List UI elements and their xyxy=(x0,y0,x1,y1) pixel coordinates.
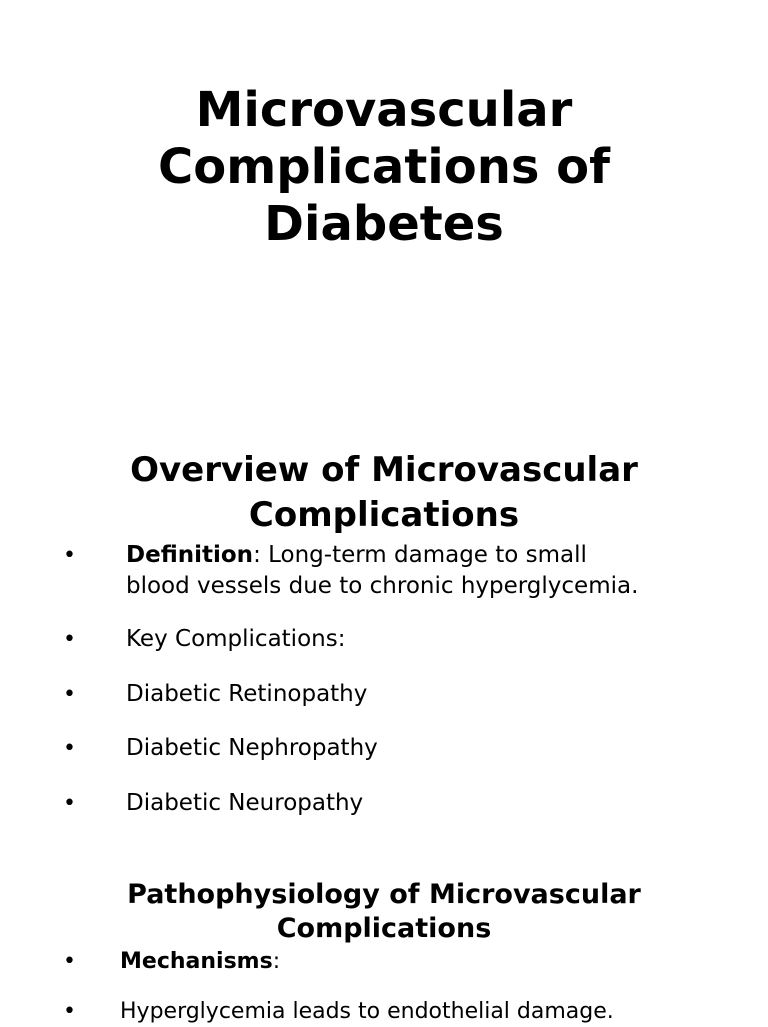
bullet-icon: • xyxy=(63,627,76,652)
mechanisms-term: Mechanisms xyxy=(120,949,273,974)
pathophysiology-heading-line: Pathophysiology of Microvascular xyxy=(127,879,641,910)
page-title xyxy=(0,82,768,253)
bullet-icon: • xyxy=(63,682,76,707)
overview-heading-line: Overview of Microvascular xyxy=(130,450,638,490)
bullet-icon: • xyxy=(63,736,76,761)
mechanisms-text xyxy=(120,947,720,977)
overview-heading-line: Complications xyxy=(248,495,520,535)
bullet-icon: • xyxy=(63,543,76,568)
list-item-text: Diabetic Retinopathy xyxy=(126,681,368,707)
mechanisms-separator: : xyxy=(272,949,281,974)
list-item-text: Key Complications: xyxy=(126,626,346,652)
mechanisms-line xyxy=(120,947,720,977)
pathophysiology-heading xyxy=(0,878,768,946)
overview-heading xyxy=(0,448,768,538)
pathophysiology-heading-line: Complications xyxy=(276,913,492,944)
title-block xyxy=(0,82,768,253)
definition-text xyxy=(126,540,726,602)
page-title-line: Diabetes xyxy=(264,196,504,252)
definition-line-2: blood vessels due to chronic hyperglycemia. xyxy=(126,573,639,599)
list-item-text: Diabetic Neuropathy xyxy=(126,790,364,816)
definition-term: Definition xyxy=(126,542,254,568)
bullet-icon: • xyxy=(63,999,76,1024)
bullet-icon: • xyxy=(63,791,76,816)
list-item-text: Diabetic Nephropathy xyxy=(126,735,378,761)
bullet-icon: • xyxy=(63,949,76,974)
definition-separator: : xyxy=(253,542,261,568)
page-title-line: Microvascular xyxy=(195,82,573,138)
definition-line1-text: Long-term damage to small xyxy=(260,542,587,568)
page-title-line: Complications of xyxy=(157,139,610,195)
definition-line-1 xyxy=(126,540,726,571)
list-item-text: Hyperglycemia leads to endothelial damage. xyxy=(120,999,614,1024)
